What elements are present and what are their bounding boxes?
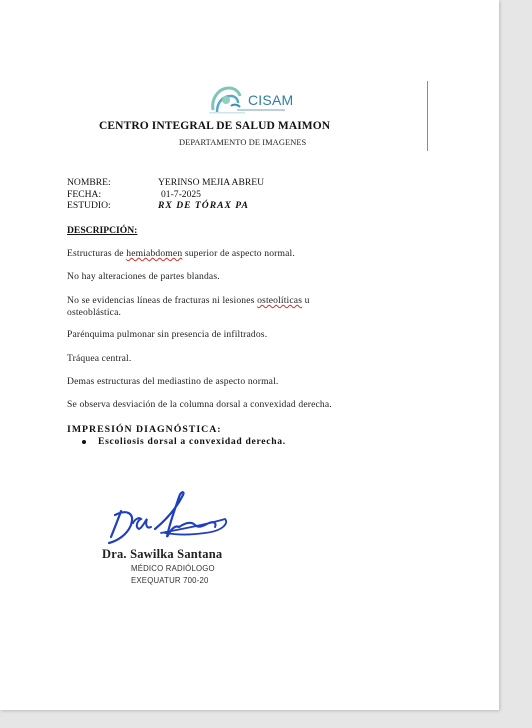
study-value: RX DE TÓRAX PA [158, 200, 249, 211]
name-label: NOMBRE: [67, 177, 111, 188]
study-label: ESTUDIO: [67, 200, 111, 211]
doctor-title: MÉDICO RADIÓLOGO [131, 564, 215, 573]
description-paragraph-continued: osteoblástica. [67, 307, 122, 318]
date-label: FECHA: [67, 189, 102, 200]
description-paragraph: Tráquea central. [67, 353, 132, 364]
description-paragraph: No se evidencias líneas de fracturas ni lesiones osteolíticas u [67, 295, 310, 306]
logo-text: CISAM [248, 92, 294, 108]
impression-item-text: Escoliosis dorsal a convexidad derecha. [98, 436, 286, 447]
description-paragraph: Estructuras de hemiabdomen superior de aspecto normal. [67, 248, 295, 259]
description-paragraph: Se observa desviación de la columna dorsal a convexidad derecha. [67, 399, 332, 410]
description-paragraph: Demas estructuras del mediastino de aspecto normal. [67, 376, 279, 387]
list-item [80, 436, 286, 447]
department-name: DEPARTAMENTO DE IMAGENES [179, 138, 307, 147]
doctor-exequatur: EXEQUATUR 700-20 [131, 576, 209, 585]
handwritten-signature [105, 489, 230, 551]
bullet-icon [82, 440, 86, 444]
date-value: 01-7-2025 [161, 189, 201, 200]
center-title: CENTRO INTEGRAL DE SALUD MAIMON [99, 120, 331, 132]
spellcheck-flag: hemiabdomen [126, 248, 183, 259]
vertical-scrollbar[interactable] [516, 0, 532, 728]
description-paragraph: No hay alteraciones de partes blandas. [67, 271, 220, 282]
doctor-name: Dra. Sawilka Santana [102, 547, 223, 561]
margin-marker-line [427, 81, 428, 151]
impression-list [80, 436, 286, 447]
logo-tagline-bar [237, 109, 285, 111]
spellcheck-flag: osteolíticas [257, 295, 303, 306]
impression-heading: IMPRESIÓN DIAGNÓSTICA: [67, 424, 222, 435]
cisam-logo [207, 80, 294, 120]
name-value: YERINSO MEJIA ABREU [158, 177, 265, 188]
description-heading: DESCRIPCIÓN: [67, 225, 138, 236]
description-paragraph: Parénquima pulmonar sin presencia de infiltrados. [67, 329, 268, 340]
